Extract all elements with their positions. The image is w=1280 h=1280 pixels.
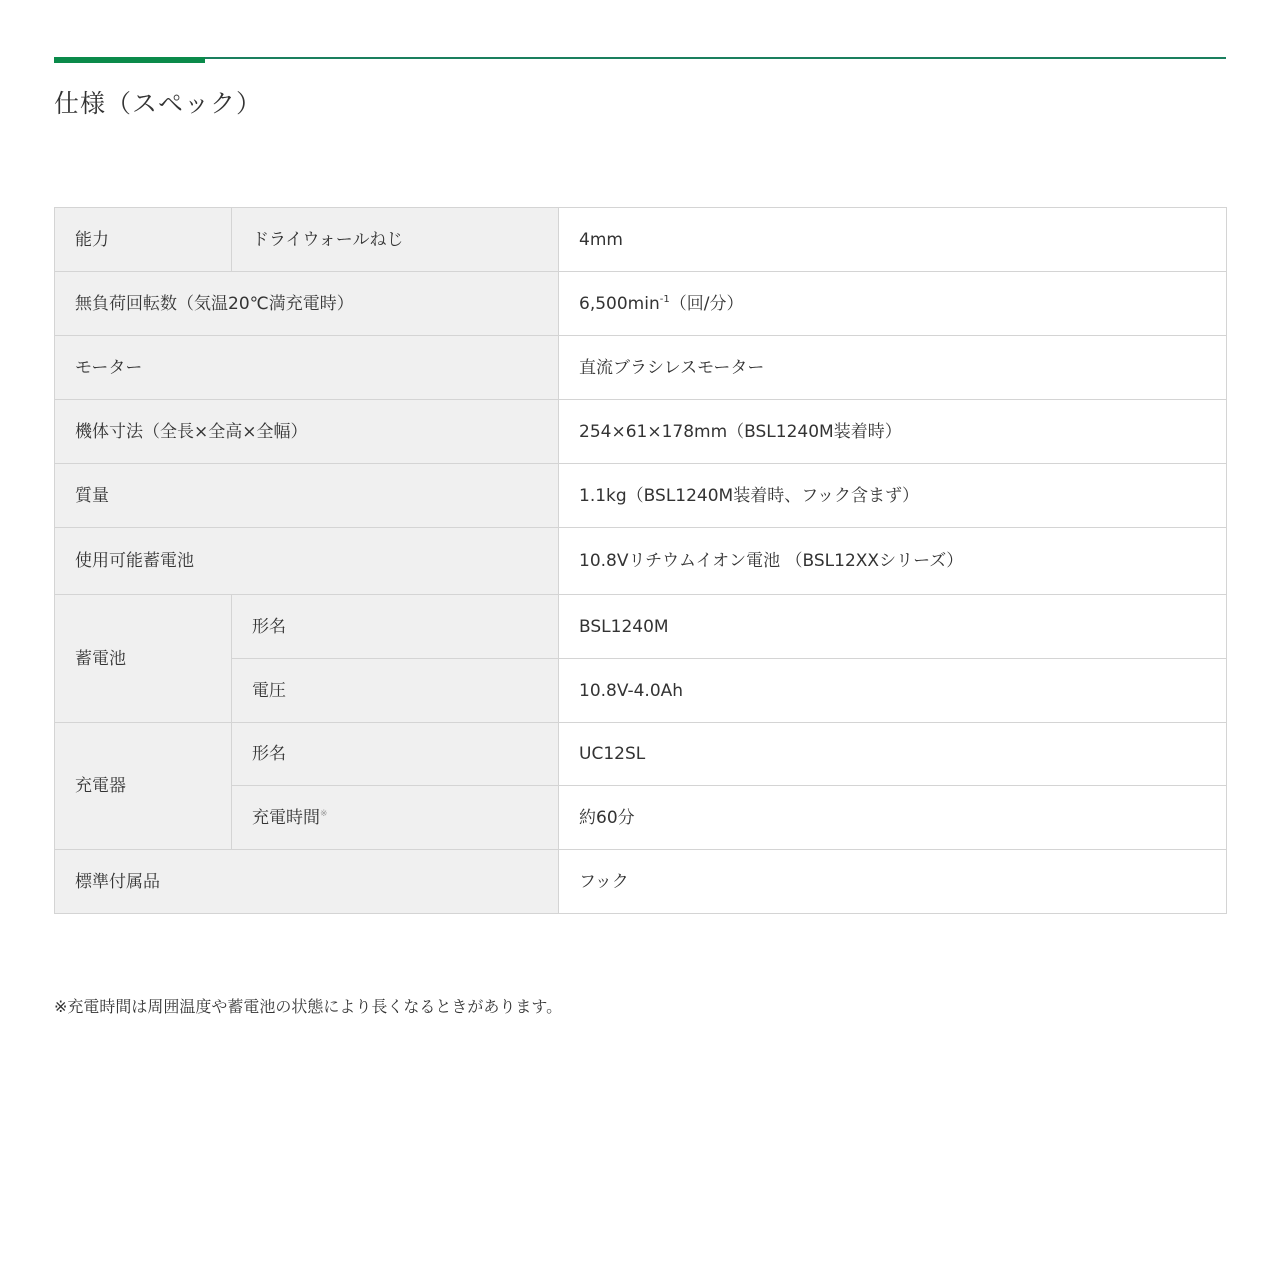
table-row [55, 850, 1227, 914]
footnote: ※充電時間は周囲温度や蓄電池の状態により長くなるときがあります。 [54, 997, 563, 1016]
spec-sublabel-battery-voltage: 電圧 [232, 659, 559, 723]
spec-label-motor: モーター [55, 336, 559, 400]
table-row [55, 595, 1227, 659]
charge-time-note-mark: ※ [320, 808, 328, 819]
spec-value-accessories: フック [559, 850, 1227, 914]
spec-label-dimensions: 機体寸法（全長×全高×全幅） [55, 400, 559, 464]
spec-label-mass: 質量 [55, 464, 559, 528]
spec-value-mass: 1.1kg（BSL1240M装着時、フック含まず） [559, 464, 1227, 528]
spec-value-motor: 直流ブラシレスモーター [559, 336, 1227, 400]
section-divider [54, 57, 1226, 59]
charge-time-label: 充電時間 [252, 807, 320, 828]
spec-sublabel-battery-model: 形名 [232, 595, 559, 659]
spec-table [54, 207, 1227, 914]
spec-value-usable-battery: 10.8Vリチウムイオン電池 （BSL12XXシリーズ） [559, 528, 1227, 595]
table-row [55, 723, 1227, 786]
spec-value-dimensions: 254×61×178mm（BSL1240M装着時） [559, 400, 1227, 464]
spec-value-capacity: 4mm [559, 208, 1227, 272]
spec-label-no-load-speed: 無負荷回転数（気温20℃満充電時） [55, 272, 559, 336]
spec-value-charger-model: UC12SL [559, 723, 1227, 786]
speed-number: 6,500min [579, 293, 660, 314]
spec-label-accessories: 標準付属品 [55, 850, 559, 914]
spec-label-battery: 蓄電池 [55, 595, 232, 723]
table-row [55, 336, 1227, 400]
spec-label-charger: 充電器 [55, 723, 232, 850]
page-title: 仕様（スペック） [54, 89, 263, 118]
spec-sublabel-drywall-screw: ドライウォールねじ [232, 208, 559, 272]
spec-value-charge-time: 約60分 [559, 786, 1227, 850]
table-row [55, 528, 1227, 595]
spec-value-no-load-speed [559, 272, 1227, 336]
speed-exponent: -1 [659, 293, 670, 305]
spec-sublabel-charger-model: 形名 [232, 723, 559, 786]
spec-value-battery-model: BSL1240M [559, 595, 1227, 659]
section-divider-accent [54, 57, 205, 63]
spec-sublabel-charge-time [232, 786, 559, 850]
spec-value-battery-voltage: 10.8V-4.0Ah [559, 659, 1227, 723]
spec-label-capacity: 能力 [55, 208, 232, 272]
speed-unit: （回/分） [669, 293, 744, 314]
table-row [55, 464, 1227, 528]
table-row [55, 400, 1227, 464]
spec-label-usable-battery: 使用可能蓄電池 [55, 528, 559, 595]
table-row [55, 208, 1227, 272]
table-row [55, 272, 1227, 336]
